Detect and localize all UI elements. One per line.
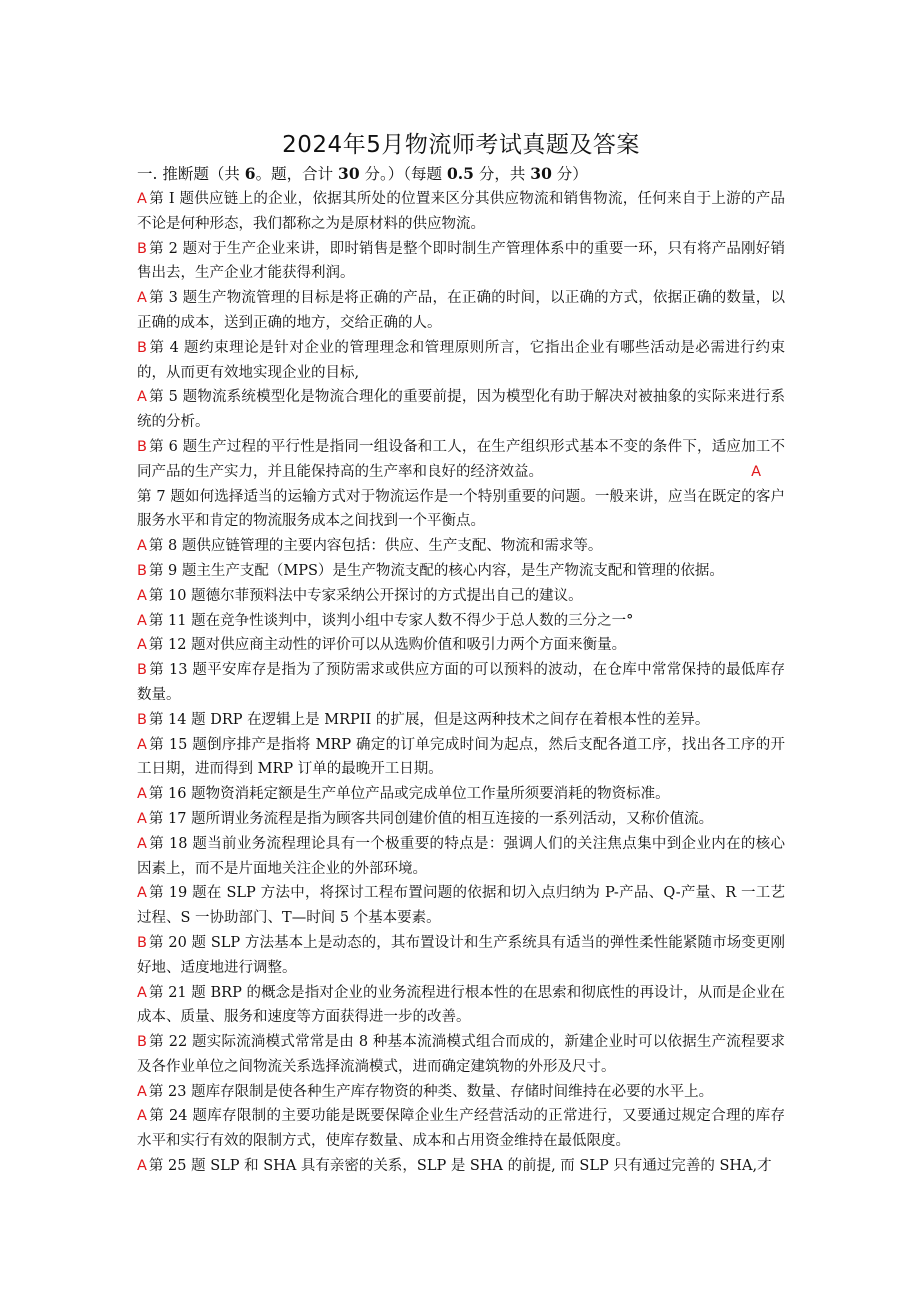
question-item — [137, 633, 785, 658]
question-text: 第 6 题生产过程的平行性是指同一组设备和工人，在生产组织形式基本不变的条件下，适应加工不同产品的生产实力，并且能保持高的生产率和良好的经济效益。 — [137, 438, 785, 480]
question-item — [137, 385, 785, 435]
question-item — [137, 1080, 785, 1105]
question-text: 第 14 题 DRP 在逻辑上是 MRPII 的扩展，但是这两种技术之间存在着根本性的差异。 — [148, 711, 710, 728]
question-item — [137, 559, 785, 584]
answer-label: B — [137, 438, 147, 455]
question-text: 第 5 题物流系统模型化是物流合理化的重要前提，因为模型化有助于解决对被抽象的实际来进行系统的分析。 — [137, 389, 785, 431]
question-text: 第 I 题供应链上的企业，依据其所处的位置来区分其供应物流和销售物流，任何来自于上游的产品不论是何种形态，我们都称之为是原材料的供应物流。 — [137, 191, 785, 232]
question-text: 第 2 题对于生产企业来讲，即时销售是整个即时制生产管理体系中的重要一环，只有将产品刚好销售出去，生产企业才能获得利润。 — [137, 240, 785, 282]
answer-label: A — [137, 191, 147, 207]
answer-label: B — [137, 662, 147, 679]
answer-label: A — [137, 736, 147, 753]
question-item — [137, 187, 785, 237]
question-item — [137, 1030, 785, 1080]
question-item — [137, 584, 785, 609]
answer-label: A — [137, 587, 147, 604]
answer-label: B — [137, 562, 147, 579]
question-item — [137, 782, 785, 807]
question-item — [137, 1104, 785, 1154]
answer-label: B — [137, 240, 147, 257]
answer-label: A — [137, 786, 147, 803]
answer-label: B — [137, 1034, 147, 1051]
question-item — [137, 286, 785, 336]
answer-label: B — [137, 934, 147, 951]
answer-label: A — [137, 810, 147, 827]
question-item — [137, 485, 785, 535]
question-item — [137, 881, 785, 931]
answer-label: B — [137, 339, 147, 356]
question-text: 第 8 题供应链管理的主要内容包括：供应、生产支配、物流和需求等。 — [148, 538, 603, 555]
question-item — [137, 534, 785, 559]
answer-label-next: A — [751, 463, 761, 480]
question-text: 第 20 题 SLP 方法基本上是动态的，其布置设计和生产系统具有适当的弹性柔性能紧随市场变更刚好地、适度地进行调整。 — [137, 934, 785, 976]
question-text: 第 24 题库存限制的主要功能是既要保障企业生产经营活动的正常进行，又要通过规定合理的库存水平和实行有效的限制方式，使库存数量、成本和占用资金维持在最低限度。 — [137, 1108, 785, 1150]
question-item — [137, 435, 785, 485]
question-text: 第 16 题物资消耗定额是生产单位产品或完成单位工作量所须要消耗的物资标准。 — [148, 786, 670, 803]
question-item — [137, 336, 785, 386]
question-text: 第 22 题实际流淌模式常常是由 8 种基本流淌模式组合而成的，新建企业时可以依据生产流程要求及各作业单位之间物流关系选择流淌模式，进而确定建筑物的外形及尺寸。 — [137, 1034, 785, 1075]
question-text: 第 11 题在竞争性谈判中，谈判小组中专家人数不得少于总人数的三分之一° — [148, 612, 634, 629]
question-text: 第 10 题德尔菲预料法中专家采纳公开探讨的方式提出自己的建议。 — [148, 587, 583, 604]
answer-label: A — [137, 637, 147, 654]
answer-label: A — [137, 835, 147, 852]
answer-label: A — [137, 1158, 147, 1175]
question-item — [137, 981, 785, 1031]
question-text: 第 12 题对供应商主动性的评价可以从选购价值和吸引力两个方面来衡量。 — [148, 637, 627, 654]
question-item — [137, 1154, 785, 1179]
question-text: 第 7 题如何选择适当的运输方式对于物流运作是一个特别重要的问题。一般来讲，应当在既定的客户服务水平和肯定的物流服务成本之间找到一个平衡点。 — [137, 488, 785, 530]
question-text: 第 13 题平安库存是指为了预防需求或供应方面的可以预料的波动，在仓库中常常保持的最低库存数量。 — [137, 662, 785, 703]
answer-label: A — [137, 1083, 147, 1100]
question-text: 第 3 题生产物流管理的目标是将正确的产品，在正确的时间，以正确的方式，依据正确的数量，以正确的成本，送到正确的地方，交给正确的人。 — [137, 290, 785, 331]
question-item — [137, 708, 785, 733]
answer-label: A — [137, 612, 147, 629]
question-text: 第 25 题 SLP 和 SHA 具有亲密的关系，SLP 是 SHA 的前提, 而 SLP 只有通过完善的 SHA,才 — [148, 1158, 772, 1175]
question-item — [137, 658, 785, 708]
question-text: 第 18 题当前业务流程理论具有一个极重要的特点是：强调人们的关注焦点集中到企业内在的核心因素上，而不是片面地关注企业的外部环境。 — [137, 835, 785, 877]
answer-label: A — [137, 389, 147, 406]
question-text: 第 23 题库存限制是使各种生产库存物资的种类、数量、存储时间维持在必要的水平上。 — [148, 1083, 714, 1100]
question-text: 第 19 题在 SLP 方法中，将探讨工程布置问题的依据和切入点归纳为 P-产品、Q-产量、R 一工艺过程、S 一协助部门、T—时间 5 个基本要素。 — [137, 885, 785, 927]
page-title: 2024年5月物流师考试真题及答案 — [282, 132, 640, 158]
question-text: 第 17 题所谓业务流程是指为顾客共同创建价值的相互连接的一系列活动，又称价值流。 — [148, 810, 714, 827]
question-item — [137, 832, 785, 882]
question-item — [137, 931, 785, 981]
section-heading: 一. 推断题（共 6。题，合计 30 分。）（每题 0.5 分，共 30 分） — [137, 164, 588, 183]
question-item — [137, 807, 785, 832]
question-item — [137, 609, 785, 634]
question-list — [137, 187, 785, 1179]
answer-label: A — [137, 1108, 147, 1125]
answer-label: B — [137, 711, 147, 728]
answer-label: A — [137, 984, 147, 1001]
question-text: 第 15 题倒序排产是指将 MRP 确定的订单完成时间为起点，然后支配各道工序，找出各工序的开工日期，进而得到 MRP 订单的最晚开工日期。 — [137, 736, 785, 778]
answer-label: A — [137, 538, 147, 555]
question-text: 第 21 题 BRP 的概念是指对企业的业务流程进行根本性的在思索和彻底性的再设计，从而是企业在成本、质量、服务和速度等方面获得进一步的改善。 — [137, 984, 785, 1026]
question-text: 第 9 题主生产支配（MPS）是生产物流支配的核心内容，是生产物流支配和管理的依据。 — [148, 562, 724, 579]
answer-label: A — [137, 885, 147, 902]
question-item — [137, 733, 785, 783]
question-item — [137, 237, 785, 287]
question-text: 第 4 题约束理论是针对企业的管理理念和管理原则所言，它指出企业有哪些活动是必需进行约束的，从而更有效地实现企业的目标, — [137, 339, 785, 381]
answer-label: A — [137, 290, 147, 307]
